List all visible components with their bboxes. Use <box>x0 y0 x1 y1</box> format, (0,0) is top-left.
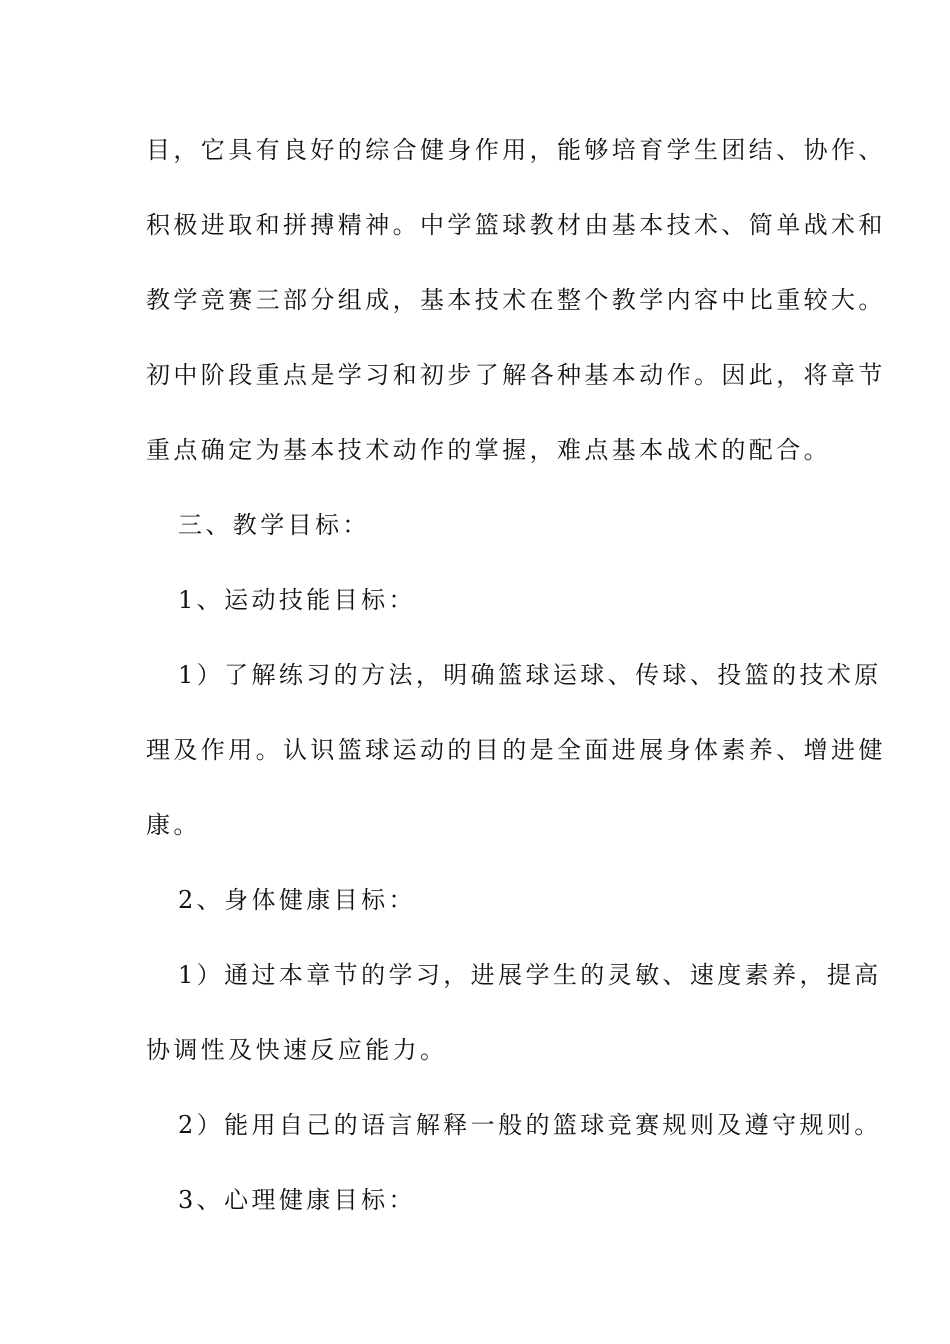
paragraph-line: 目，它具有良好的综合健身作用，能够培育学生团结、协作、 <box>146 136 886 164</box>
paragraph-line: 积极进取和拼搏精神。中学篮球教材由基本技术、简单战术和 <box>146 211 886 239</box>
paragraph-line: 初中阶段重点是学习和初步了解各种基本动作。因此，将章节 <box>146 361 886 389</box>
section-heading: 三、教学目标： <box>178 511 370 539</box>
paragraph-line: 1）通过本章节的学习，进展学生的灵敏、速度素养，提高 <box>178 961 882 989</box>
paragraph-line: 理及作用。认识篮球运动的目的是全面进展身体素养、增进健 <box>146 736 886 764</box>
paragraph-line: 康。 <box>146 811 201 839</box>
subsection-heading: 2、身体健康目标： <box>178 886 416 914</box>
paragraph-line: 重点确定为基本技术动作的掌握，难点基本战术的配合。 <box>146 436 831 464</box>
subsection-heading: 3、心理健康目标： <box>178 1186 416 1214</box>
paragraph-line: 协调性及快速反应能力。 <box>146 1036 448 1064</box>
paragraph-line: 1）了解练习的方法，明确篮球运球、传球、投篮的技术原 <box>178 661 882 689</box>
paragraph-line: 2）能用自己的语言解释一般的篮球竞赛规则及遵守规则。 <box>178 1111 882 1139</box>
paragraph-line: 教学竞赛三部分组成，基本技术在整个教学内容中比重较大。 <box>146 286 886 314</box>
subsection-heading: 1、运动技能目标： <box>178 586 416 614</box>
